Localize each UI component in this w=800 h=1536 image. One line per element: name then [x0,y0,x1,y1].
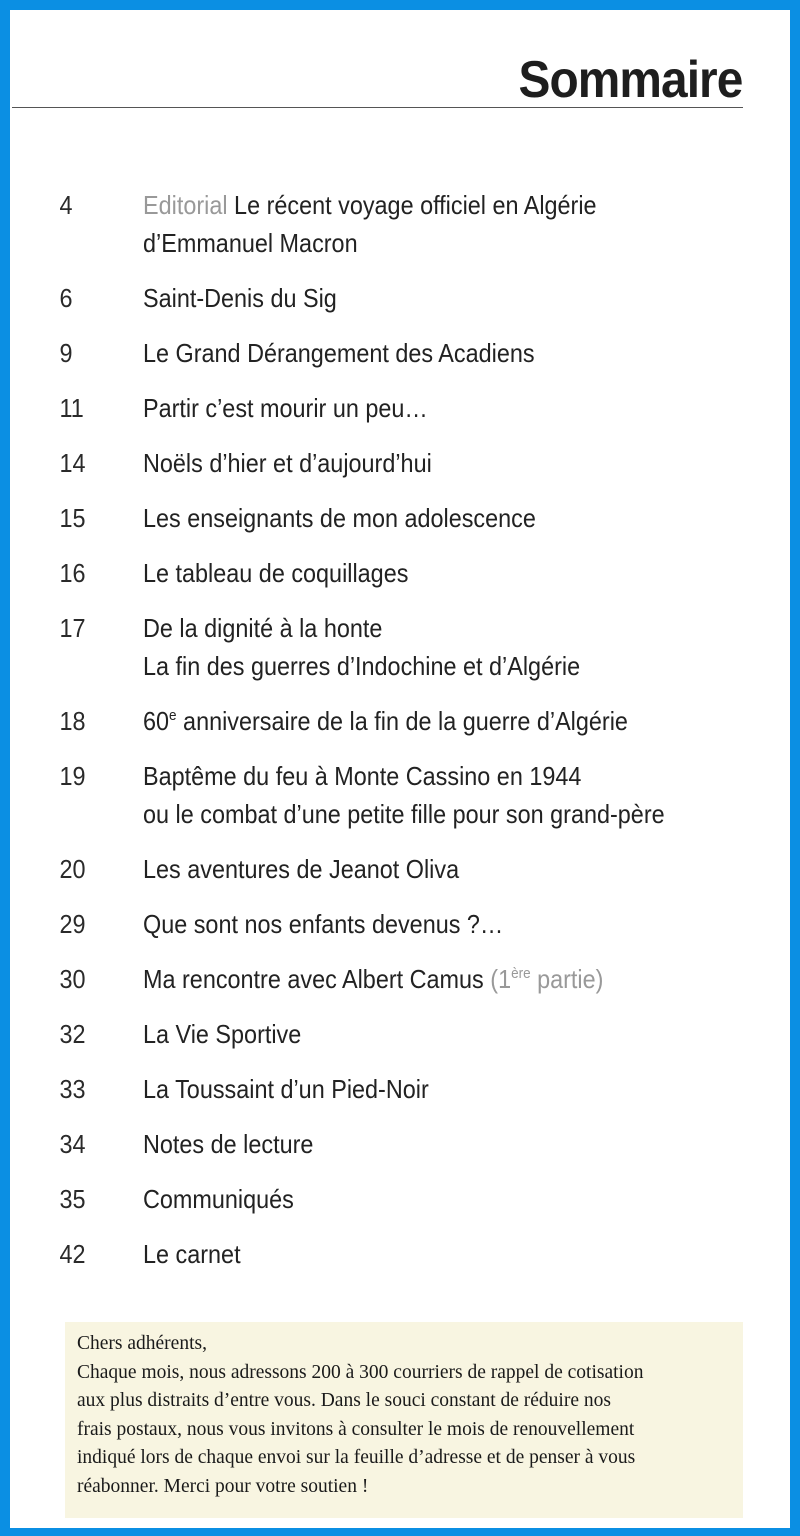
page-title: Sommaire [518,51,742,109]
entry-subtitle-line: La fin des guerres d’Indochine et d’Algérie [143,651,581,681]
page-number: 6 [59,283,73,313]
entry-title-line: Le récent voyage officiel en Algérie [234,190,597,220]
toc-entry[interactable] [10,905,790,943]
part-label [490,964,603,994]
page-number: 20 [59,854,86,884]
page-number: 34 [59,1129,86,1159]
entry-title-line: Baptême du feu à Monte Cassino en 1944 [143,761,582,791]
ordinal-suffix: e [169,707,177,724]
notice-line: Chaque mois, nous adressons 200 à 300 courriers de rappel de cotisation [77,1361,644,1383]
toc-entry[interactable] [10,757,790,833]
page-number: 9 [59,338,73,368]
page-number: 32 [59,1019,86,1049]
toc-entry[interactable] [10,609,790,685]
part-label-close: partie) [530,964,604,994]
toc-entry[interactable] [10,1125,790,1163]
entry-title: Le carnet [143,1239,241,1269]
page-number: 18 [59,706,86,736]
entry-subtitle-line: ou le combat d’une petite fille pour son grand-père [143,799,665,829]
page-number: 14 [59,448,86,478]
page-number: 16 [59,558,86,588]
entry-title-line: anniversaire de la fin de la guerre d’Algérie [183,706,628,736]
section-label: Editorial [143,190,228,220]
page [10,10,790,1528]
page-number: 30 [59,964,86,994]
notice-line: indiqué lors de chaque envoi sur la feuille d’adresse et de penser à vous [77,1447,636,1469]
page-number: 33 [59,1074,86,1104]
notice-line: réabonner. Merci pour votre soutien ! [77,1475,369,1497]
entry-title-line: Ma rencontre avec Albert Camus [143,964,484,994]
toc-entry[interactable] [10,554,790,592]
page-number: 17 [59,613,86,643]
toc-entry[interactable] [10,702,790,740]
entry-title: Communiqués [143,1184,294,1214]
notice-greeting: Chers adhérents, [77,1333,207,1354]
entry-title: La Vie Sportive [143,1019,302,1049]
entry-title: Notes de lecture [143,1129,314,1159]
ordinal-number: 60 [143,706,170,736]
page-number: 42 [59,1239,86,1269]
notice-line: aux plus distraits d’entre vous. Dans le souci constant de réduire nos [77,1390,611,1412]
part-ordinal-suffix: ère [511,965,531,982]
page-number: 4 [59,190,73,220]
entry-title: Noëls d’hier et d’aujourd’hui [143,448,432,478]
toc-entry[interactable] [10,444,790,482]
toc-entry[interactable] [10,1180,790,1218]
toc-entry[interactable] [10,279,790,317]
toc-entry[interactable] [10,960,790,998]
entry-title: Le tableau de coquillages [143,558,409,588]
toc-entry[interactable] [10,334,790,372]
entry-title: Le Grand Dérangement des Acadiens [143,338,535,368]
entry-title: La Toussaint d’un Pied-Noir [143,1074,429,1104]
entry-title [143,609,580,685]
table-of-contents [10,186,790,1290]
title-divider [12,107,743,108]
entry-title [143,702,628,740]
toc-entry[interactable] [10,1235,790,1273]
entry-title [143,757,665,833]
page-number: 35 [59,1184,86,1214]
entry-title-line: d’Emmanuel Macron [143,228,358,258]
entry-title: Que sont nos enfants devenus ?… [143,909,504,939]
page-number: 15 [59,503,86,533]
toc-entry[interactable] [10,850,790,888]
entry-title: Saint-Denis du Sig [143,283,337,313]
toc-entry[interactable] [10,499,790,537]
page-number: 19 [59,761,86,791]
notice-line: frais postaux, nous vous invitons à consulter le mois de renouvellement [77,1418,635,1440]
page-number: 11 [59,393,84,423]
entry-title [143,960,603,998]
toc-entry[interactable] [10,186,790,262]
toc-entry[interactable] [10,1015,790,1053]
entry-title: Les aventures de Jeanot Oliva [143,854,460,884]
toc-entry[interactable] [10,1070,790,1108]
part-label-open: (1 [490,964,512,994]
entry-title [143,186,597,262]
entry-title: Les enseignants de mon adolescence [143,503,536,533]
page-number: 29 [59,909,86,939]
members-notice-box [65,1322,743,1518]
entry-title-line: De la dignité à la honte [143,613,383,643]
entry-title: Partir c’est mourir un peu… [143,393,428,423]
toc-entry[interactable] [10,389,790,427]
